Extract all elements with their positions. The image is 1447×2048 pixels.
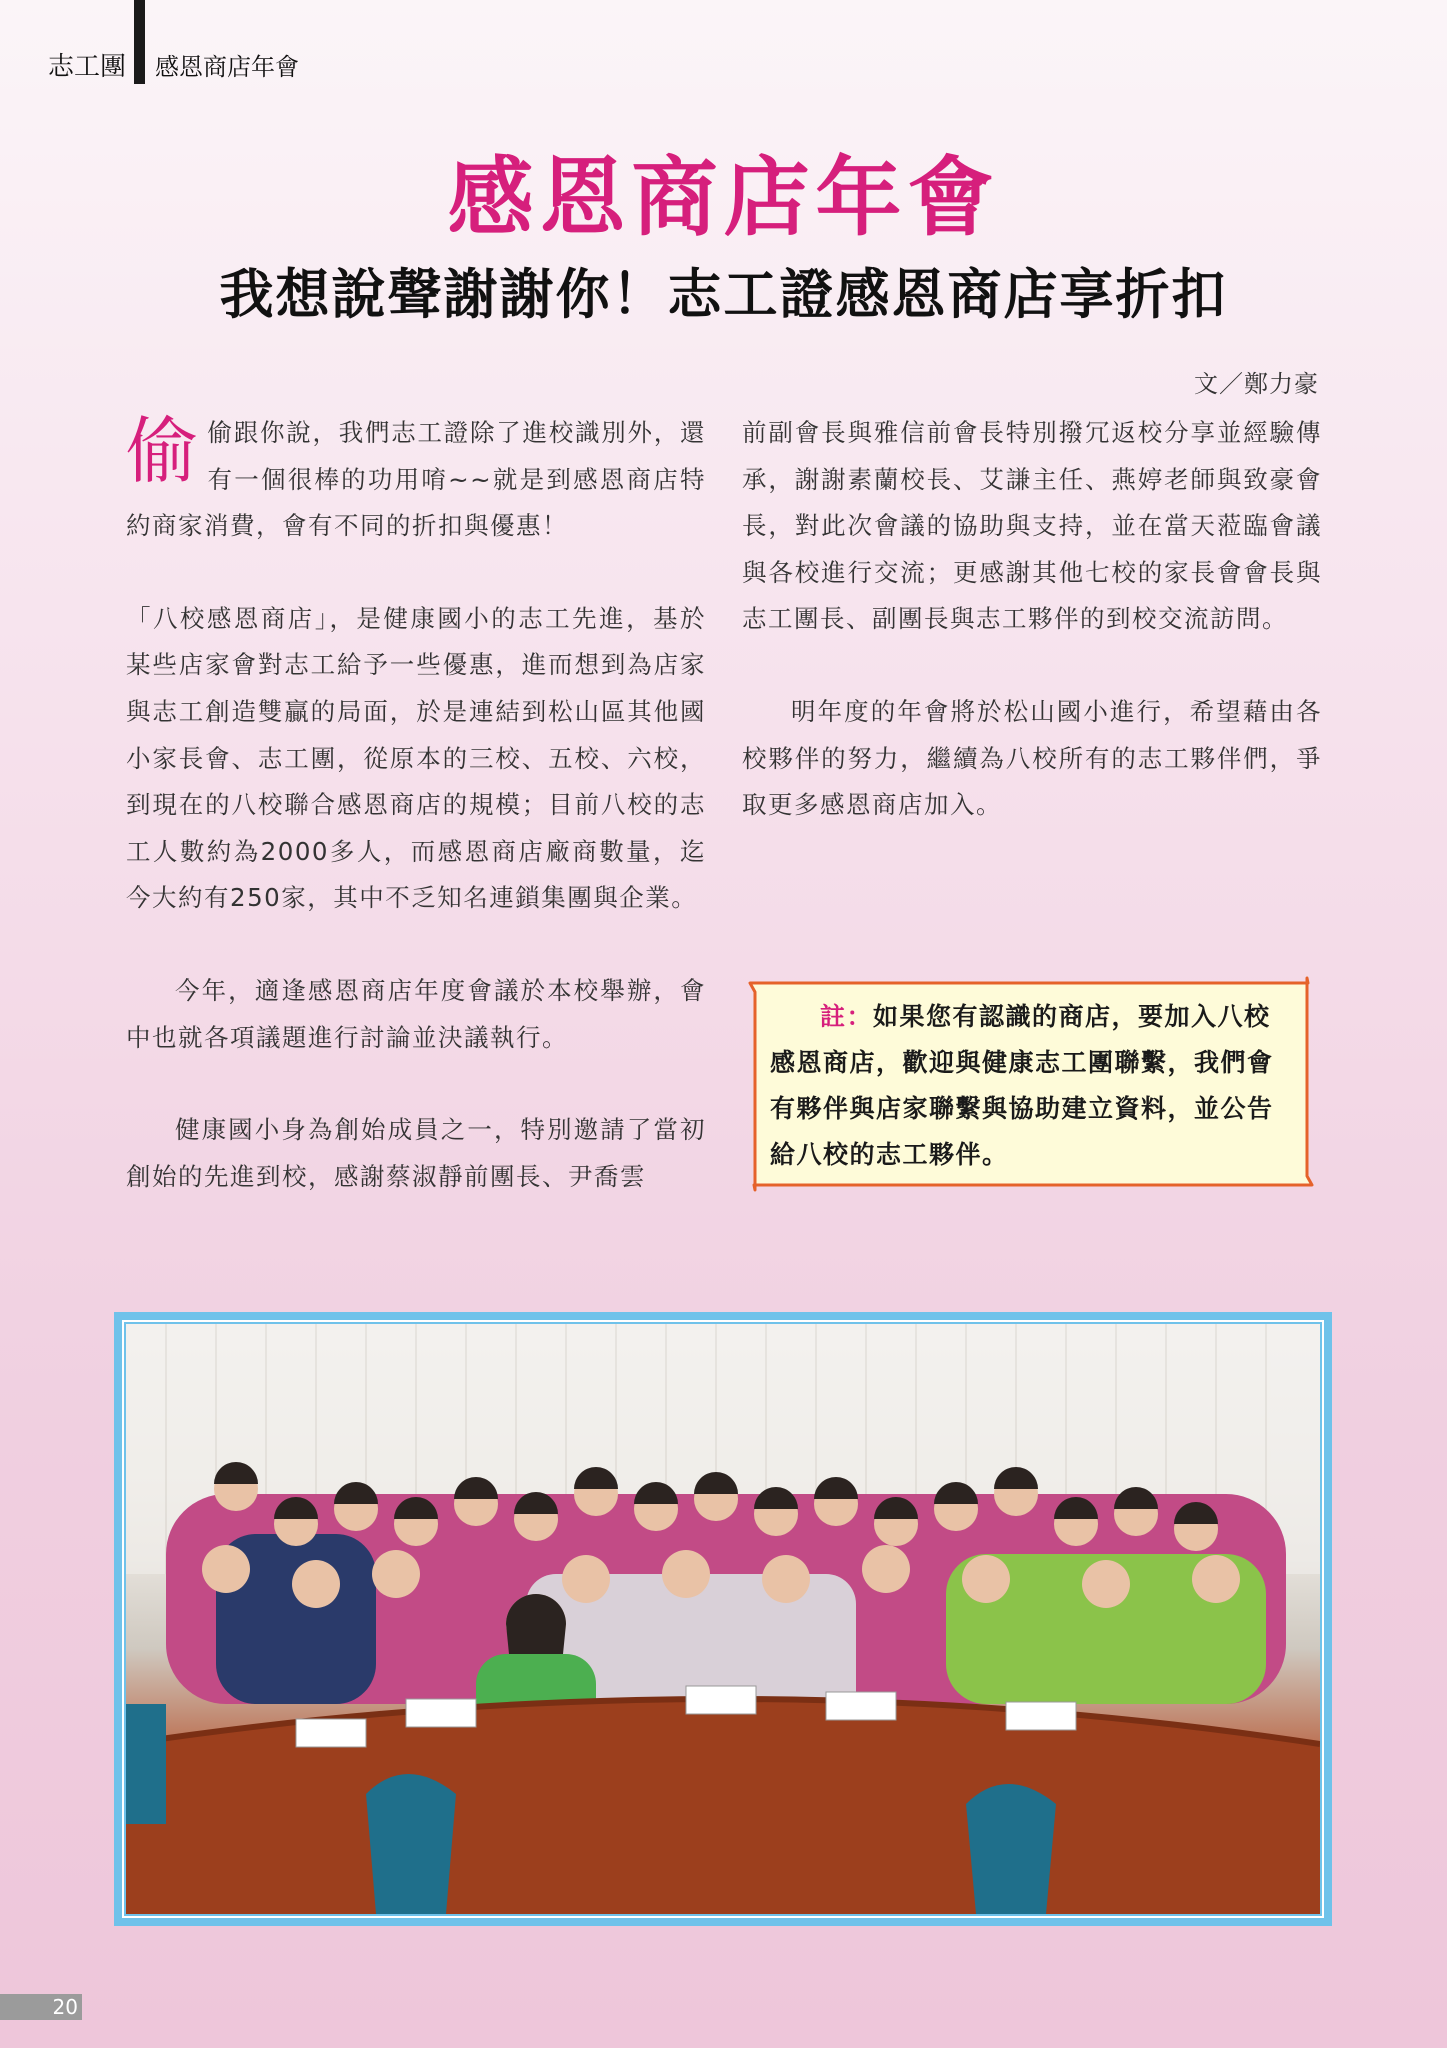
intro-text: 偷跟你說，我們志工證除了進校識別外，還有一個很棒的功用唷~~就是到感恩商店特約商家消費，會有不同的折扣與優惠！	[126, 418, 706, 541]
drop-cap: 偷	[126, 409, 200, 493]
note-body: 如果您有認識的商店，要加入八校感恩商店，歡迎與健康志工團聯繫，我們會有夥伴與店家聯繫與協助建立資料，並公告給八校的志工夥伴。	[770, 1002, 1274, 1169]
group-photo	[126, 1324, 1320, 1914]
note-text	[770, 994, 1290, 1178]
section-name: 志工團	[48, 51, 127, 82]
paragraph-intro	[126, 410, 706, 550]
author-byline: 文／鄭力豪	[1194, 370, 1319, 398]
paragraph: 「八校感恩商店」，是健康國小的志工先進，基於某些店家會對志工給予一些優惠，進而想到為店家與志工創造雙贏的局面，於是連結到松山區其他國小家長會、志工團，從原本的三校、五校、六校，到現在的八校聯合感恩商店的規模；目前八校的志工人數約為2000多人，而感恩商店廠商數量，迄今大約有250家，其中不乏知名連鎖集團與企業。	[126, 603, 706, 913]
page-number: 20	[0, 1994, 82, 2020]
article-title: 感恩商店年會	[447, 147, 1000, 248]
photo-frame	[114, 1312, 1332, 1926]
paragraph: 健康國小身為創始成員之一，特別邀請了當初創始的先進到校，感謝蔡淑靜前團長、尹喬雲	[126, 1115, 706, 1191]
running-header	[48, 44, 299, 84]
paragraph: 今年，適逢感恩商店年度會議於本校舉辦，會中也就各項議題進行討論並決議執行。	[126, 975, 706, 1052]
left-column	[126, 410, 706, 1246]
section-subtitle: 感恩商店年會	[155, 52, 300, 81]
note-label: 註：	[820, 1002, 874, 1031]
paragraph: 前副會長與雅信前會長特別撥冗返校分享並經驗傳承，謝謝素蘭校長、艾謙主任、燕婷老師與致豪會長，對此次會議的協助與支持，並在當天蒞臨會議與各校進行交流；更感謝其他七校的家長會會長與志工團長、副團長與志工夥伴的到校交流訪問。	[742, 418, 1322, 634]
group-photo-illustration	[126, 1324, 1320, 1914]
header-divider-bar	[134, 0, 145, 84]
note-box	[742, 970, 1320, 1198]
right-column	[742, 410, 1322, 875]
article-subtitle: 我想說聲謝謝你！志工證感恩商店享折扣	[219, 263, 1228, 326]
paragraph: 明年度的年會將於松山國小進行，希望藉由各校夥伴的努力，繼續為八校所有的志工夥伴們，爭取更多感恩商店加入。	[742, 696, 1322, 820]
